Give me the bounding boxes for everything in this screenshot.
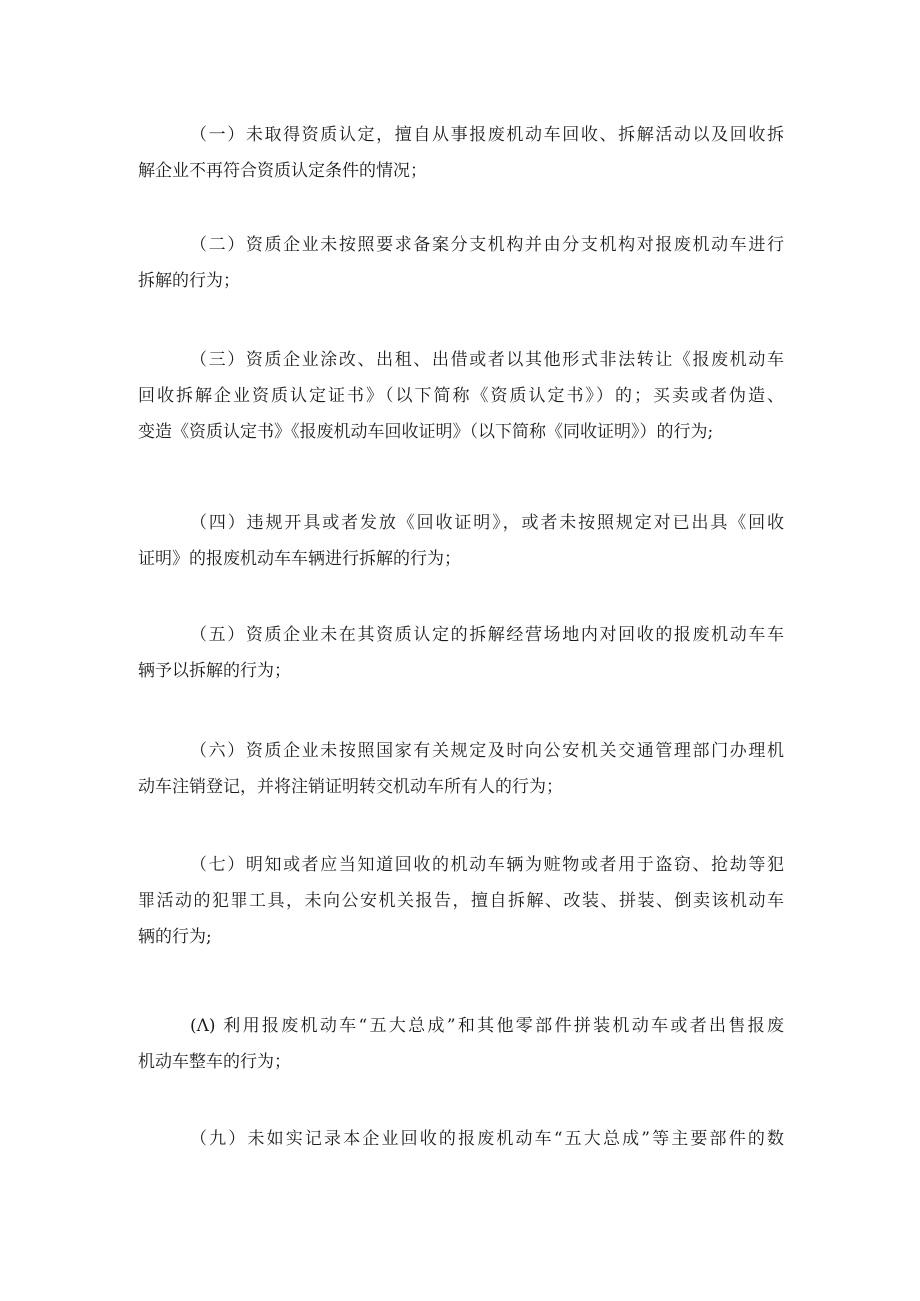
paragraph-line: 拆解的行为；	[138, 271, 240, 291]
paragraph-line: （五）资质企业未在其资质认定的拆解经营场地内对回收的报废机动车车	[190, 625, 784, 645]
paragraph-line: 罪活动的犯罪工具，未向公安机关报告，擅自拆解、改装、拼装、倒卖该机动车	[138, 891, 784, 911]
paragraph-7	[138, 847, 784, 955]
paragraph-line: (Λ) 利用报废机动车“五大总成”和其他零部件拼装机动车或者出售报废	[190, 1016, 784, 1036]
paragraph-line: 机动车整车的行为；	[138, 1052, 291, 1072]
paragraph-line: 动车注销登记，并将注销证明转交机动车所有人的行为；	[138, 777, 563, 797]
paragraph-3	[138, 342, 784, 450]
paragraph-6	[138, 733, 784, 805]
paragraph-line: （九）未如实记录本企业回收的报废机动车“五大总成”等主要部件的数	[190, 1129, 784, 1149]
paragraph-8	[138, 1008, 784, 1080]
paragraph-line: （二）资质企业未按照要求备案分支机构并由分支机构对报废机动车进行	[190, 235, 784, 255]
paragraph-line: （七）明知或者应当知道回收的机动车辆为赃物或者用于盗窃、抢劫等犯	[190, 855, 784, 875]
paragraph-line: 回收拆解企业资质认定证书》（以下简称《资质认定书》）的；买卖或者伪造、	[138, 386, 784, 406]
paragraph-1	[138, 117, 784, 189]
paragraph-line: （六）资质企业未按照国家有关规定及时向公安机关交通管理部门办理机	[190, 741, 784, 761]
paragraph-line: 变造《资质认定书》《报废机动车回收证明》（以下简称《同收证明》）的行为;	[138, 422, 714, 442]
paragraph-line: （四）违规开具或者发放《回收证明》，或者未按照规定对已出具《回收	[190, 513, 784, 533]
paragraph-line: 解企业不再符合资质认定条件的情况；	[138, 161, 427, 181]
paragraph-line: （一）未取得资质认定，擅自从事报废机动车回收、拆解活动以及回收拆	[190, 125, 784, 145]
paragraph-9	[138, 1121, 784, 1157]
paragraph-line: 证明》的报废机动车车辆进行拆解的行为；	[138, 549, 461, 569]
paragraph-2	[138, 227, 784, 299]
paragraph-4	[138, 505, 784, 577]
paragraph-line: 辆予以拆解的行为；	[138, 661, 291, 681]
paragraph-line: 辆的行为;	[138, 927, 212, 947]
paragraph-line: （三）资质企业涂改、出租、出借或者以其他形式非法转让《报废机动车	[190, 350, 784, 370]
paragraph-5	[138, 617, 784, 689]
